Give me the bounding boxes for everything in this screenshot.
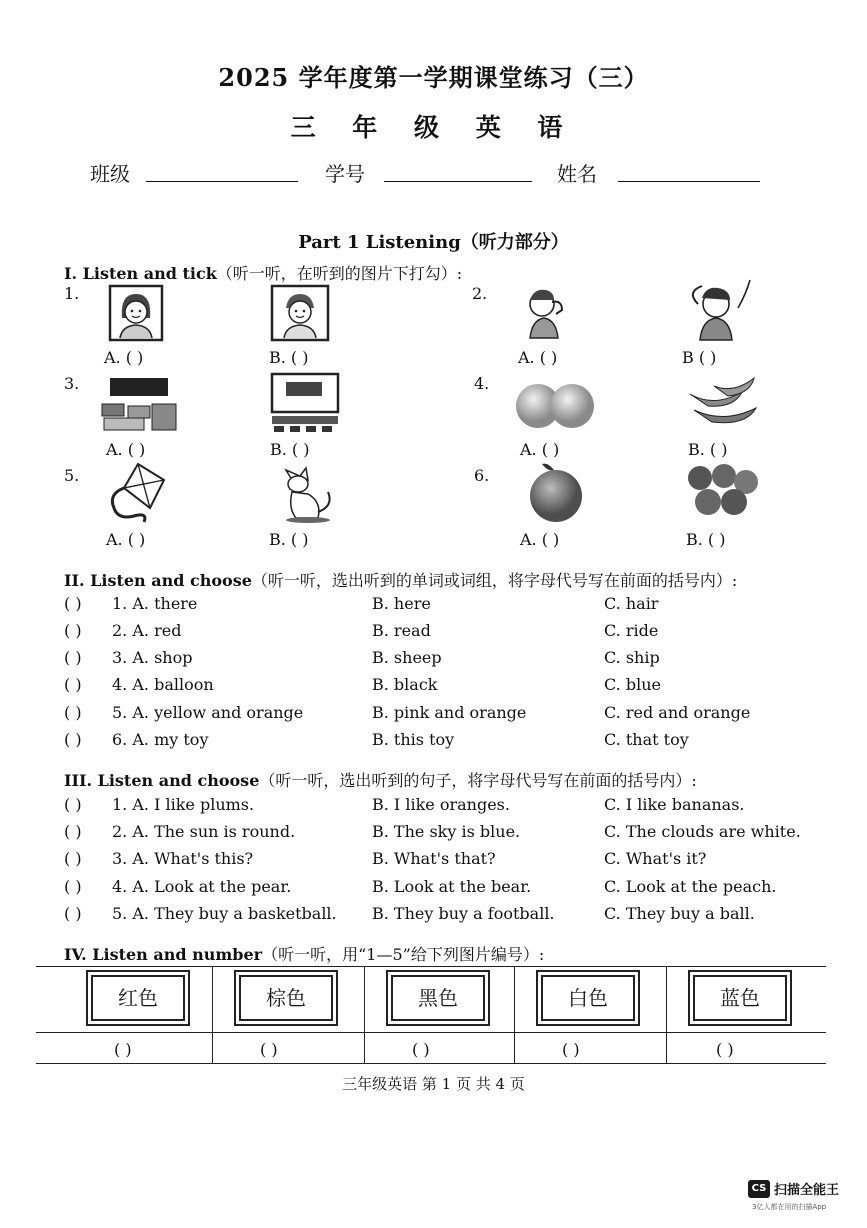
- number-answer-4[interactable]: ( ): [562, 1040, 580, 1059]
- section-2-row: [64, 594, 824, 618]
- option-b: B. pink and orange: [372, 703, 527, 722]
- section-3-instruction: （听一听，选出听到的句子，将字母代号写在前面的括号内）:: [259, 771, 697, 790]
- section-2-instruction: （听一听，选出听到的单词或词组，将字母代号写在前面的括号内）:: [251, 571, 738, 590]
- girl-portrait-icon: [108, 284, 164, 342]
- option-c: C. hair: [604, 594, 659, 613]
- section-1-instruction: （听一听，在听到的图片下打勾）:: [216, 264, 463, 283]
- option-a: 3. A. shop: [112, 648, 193, 667]
- answer-bracket[interactable]: ( ): [64, 822, 82, 841]
- section-3-row: [64, 795, 824, 819]
- class-field[interactable]: [146, 181, 298, 182]
- item-3-option-a[interactable]: A. ( ): [106, 440, 146, 459]
- student-number-field[interactable]: [384, 181, 532, 182]
- classroom-computer-icon: [268, 372, 344, 434]
- option-b: B. here: [372, 594, 431, 613]
- item-6-option-a[interactable]: A. ( ): [520, 530, 560, 549]
- answer-bracket[interactable]: ( ): [64, 675, 82, 694]
- class-label: 班级: [90, 162, 130, 186]
- section-4-title: IV. Listen and number: [64, 945, 263, 964]
- option-c: C. ship: [604, 648, 660, 667]
- answer-bracket[interactable]: ( ): [64, 621, 82, 640]
- color-card-blue: 蓝色: [688, 970, 792, 1026]
- option-b: B. They buy a football.: [372, 904, 555, 923]
- option-c: C. red and orange: [604, 703, 751, 722]
- section-2-row: [64, 730, 824, 754]
- section-3-row: [64, 822, 824, 846]
- peaches-icon: [514, 376, 598, 432]
- number-answer-1[interactable]: ( ): [114, 1040, 132, 1059]
- item-3-number: 3.: [64, 374, 80, 393]
- answer-bracket[interactable]: ( ): [64, 849, 82, 868]
- option-c: C. blue: [604, 675, 661, 694]
- option-c: C. What's it?: [604, 849, 707, 868]
- option-c: C. The clouds are white.: [604, 822, 801, 841]
- section-2-row: [64, 675, 824, 699]
- option-a: 1. A. I like plums.: [112, 795, 255, 814]
- item-6-number: 6.: [474, 466, 490, 485]
- scanner-logo-icon: CS: [748, 1180, 770, 1198]
- boy-touching-ear-icon: [522, 282, 568, 340]
- option-a: 6. A. my toy: [112, 730, 209, 749]
- item-1-option-a[interactable]: A. ( ): [104, 348, 144, 367]
- cat-icon: [278, 462, 336, 524]
- name-label: 姓名: [557, 162, 597, 186]
- option-c: C. Look at the peach.: [604, 877, 777, 896]
- item-5-option-b[interactable]: B. ( ): [269, 530, 309, 549]
- section-2-row: [64, 621, 824, 645]
- section-4-heading: [64, 942, 544, 965]
- item-6-option-b[interactable]: B. ( ): [686, 530, 726, 549]
- number-answer-3[interactable]: ( ): [412, 1040, 430, 1059]
- option-a: 4. A. balloon: [112, 675, 214, 694]
- student-number-label: 学号: [325, 162, 365, 186]
- option-a: 3. A. What's this?: [112, 849, 254, 868]
- section-3-row: [64, 904, 824, 928]
- item-2-option-a[interactable]: A. ( ): [518, 348, 558, 367]
- part-heading: Part 1 Listening（听力部分）: [298, 232, 569, 253]
- kite-icon: [104, 460, 170, 524]
- exam-title: 2025 学年度第一学期课堂练习（三）: [218, 63, 649, 92]
- boy-portrait-icon: [270, 284, 330, 342]
- option-b: B. read: [372, 621, 431, 640]
- answer-bracket[interactable]: ( ): [64, 730, 82, 749]
- option-a: 1. A. there: [112, 594, 198, 613]
- exam-subtitle: 三 年 级 英 语: [290, 113, 577, 142]
- section-2-title: II. Listen and choose: [64, 571, 252, 590]
- option-a: 5. A. yellow and orange: [112, 703, 304, 722]
- number-answer-5[interactable]: ( ): [716, 1040, 734, 1059]
- section-2-heading: [64, 568, 737, 591]
- item-4-option-b[interactable]: B. ( ): [688, 440, 728, 459]
- section-3-row: [64, 849, 824, 873]
- option-a: 2. A. The sun is round.: [112, 822, 296, 841]
- item-4-option-a[interactable]: A. ( ): [520, 440, 560, 459]
- option-b: B. sheep: [372, 648, 442, 667]
- section-4-instruction: （听一听，用“1—5”给下列图片编号）:: [262, 945, 545, 964]
- option-a: 4. A. Look at the pear.: [112, 877, 292, 896]
- option-a: 5. A. They buy a basketball.: [112, 904, 337, 923]
- name-field[interactable]: [618, 181, 760, 182]
- option-b: B. black: [372, 675, 438, 694]
- option-a: 2. A. red: [112, 621, 182, 640]
- color-card-black: 黑色: [386, 970, 490, 1026]
- option-c: C. They buy a ball.: [604, 904, 755, 923]
- classroom-blackboard-icon: [100, 374, 180, 432]
- item-5-option-a[interactable]: A. ( ): [106, 530, 146, 549]
- answer-bracket[interactable]: ( ): [64, 703, 82, 722]
- section-3-heading: [64, 768, 697, 791]
- color-card-brown: 棕色: [234, 970, 338, 1026]
- option-b: B. The sky is blue.: [372, 822, 521, 841]
- scanner-brand: 扫描全能王: [774, 1183, 840, 1198]
- section-2-row: [64, 648, 824, 672]
- bananas-icon: [684, 374, 760, 430]
- grapes-icon: [686, 462, 760, 520]
- option-b: B. What's that?: [372, 849, 496, 868]
- answer-bracket[interactable]: ( ): [64, 594, 82, 613]
- option-c: C. that toy: [604, 730, 689, 749]
- answer-bracket[interactable]: ( ): [64, 904, 82, 923]
- color-card-red: 红色: [86, 970, 190, 1026]
- option-c: C. ride: [604, 621, 659, 640]
- section-3-title: III. Listen and choose: [64, 771, 260, 790]
- option-b: B. this toy: [372, 730, 455, 749]
- item-2-option-b[interactable]: B ( ): [682, 348, 717, 367]
- boy-touching-head-icon: [676, 274, 758, 342]
- orange-icon: [522, 460, 590, 524]
- item-3-option-b[interactable]: B. ( ): [270, 440, 310, 459]
- page-footer: 三年级英语 第 1 页 共 4 页: [342, 1075, 525, 1093]
- item-5-number: 5.: [64, 466, 80, 485]
- answer-bracket[interactable]: ( ): [64, 648, 82, 667]
- section-1-title: I. Listen and tick: [64, 264, 217, 283]
- item-1-number: 1.: [64, 284, 80, 303]
- answer-bracket[interactable]: ( ): [64, 877, 82, 896]
- option-b: B. Look at the bear.: [372, 877, 532, 896]
- number-answer-2[interactable]: ( ): [260, 1040, 278, 1059]
- section-3-row: [64, 877, 824, 901]
- option-b: B. I like oranges.: [372, 795, 510, 814]
- scanner-tagline: 3亿人都在用的扫描App: [752, 1203, 827, 1211]
- color-card-white: 白色: [536, 970, 640, 1026]
- section-1-heading: [64, 261, 462, 284]
- answer-bracket[interactable]: ( ): [64, 795, 82, 814]
- number-table: [36, 966, 826, 1064]
- option-c: C. I like bananas.: [604, 795, 745, 814]
- item-4-number: 4.: [474, 374, 490, 393]
- section-2-row: [64, 703, 824, 727]
- item-1-option-b[interactable]: B. ( ): [269, 348, 309, 367]
- item-2-number: 2.: [472, 284, 488, 303]
